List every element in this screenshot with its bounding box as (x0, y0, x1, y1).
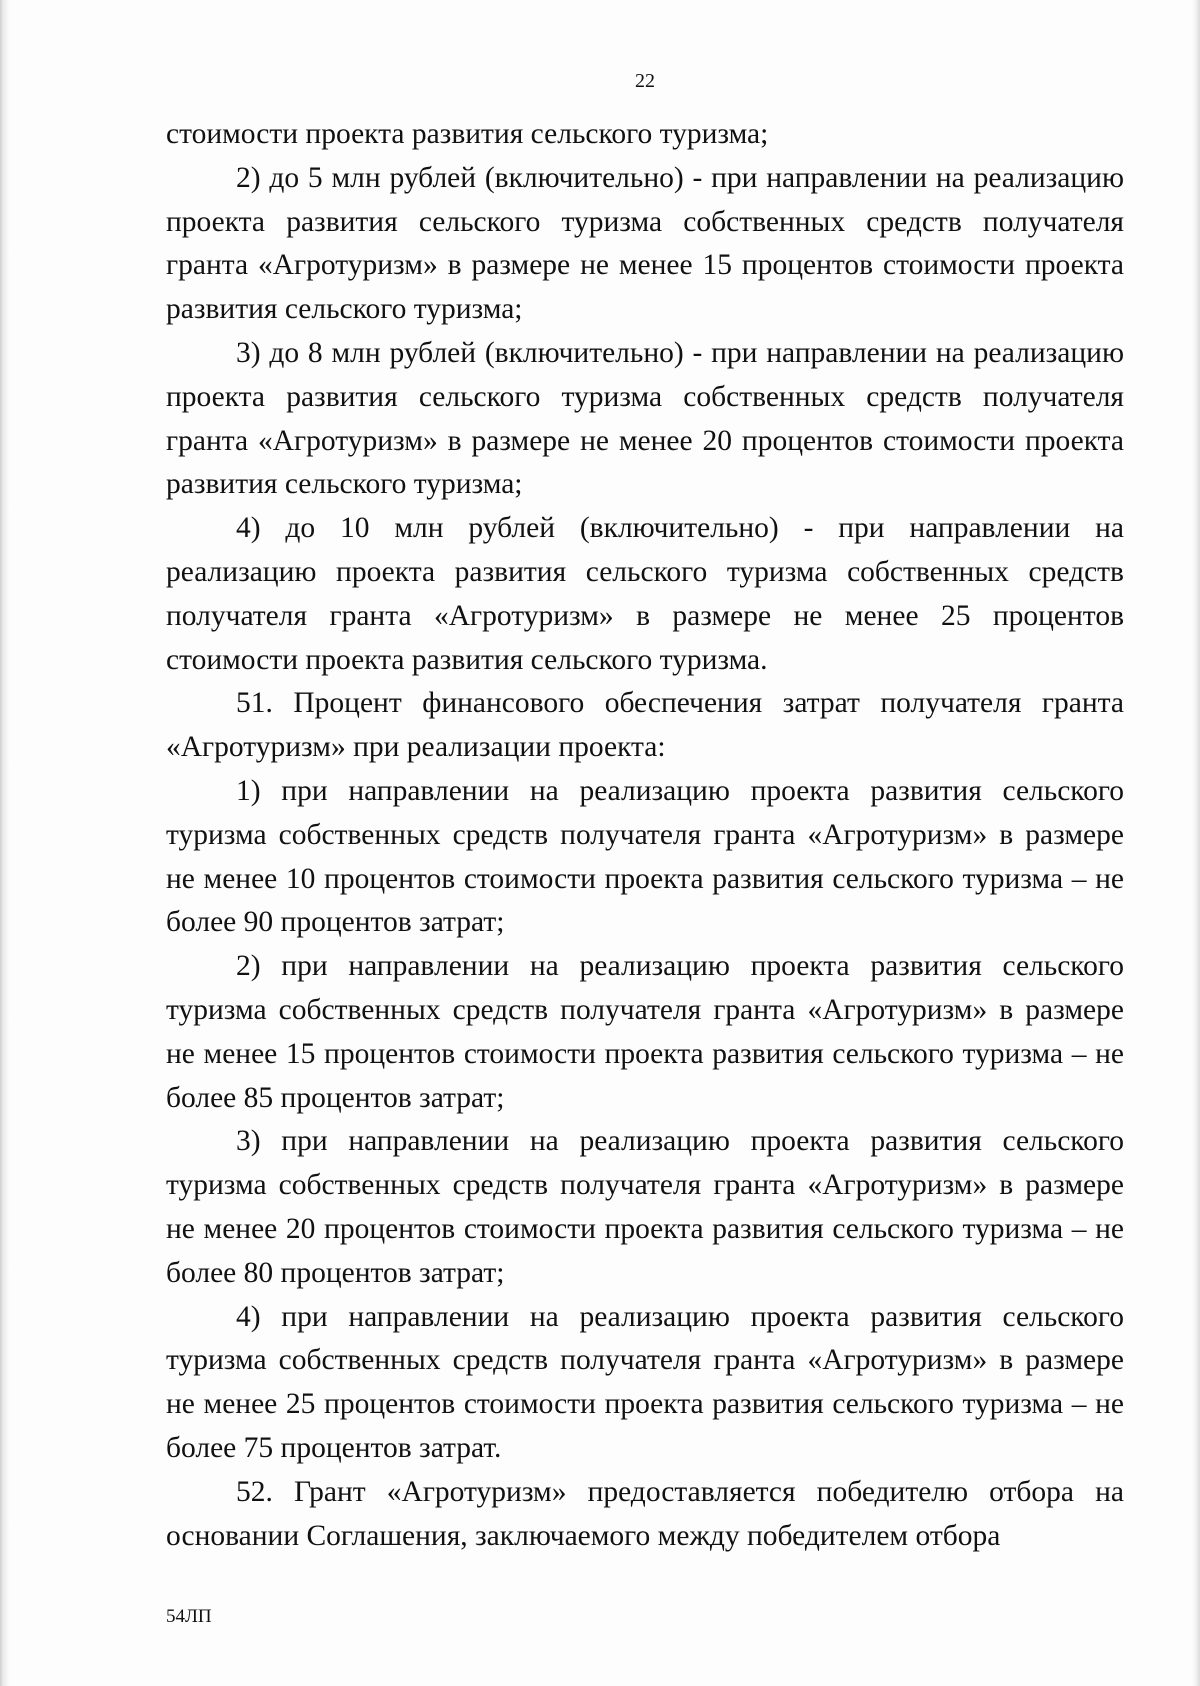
scan-edge-right (1192, 0, 1200, 1686)
paragraph-item-1-cost-share: 1) при направлении на реализацию проекта развития сельского туризма собственных средств получателя гранта «Агротуризм» в размере не менее 10 процентов стоимости проекта развития сельского туризма – не более 90 процентов затрат; (166, 774, 1124, 939)
paragraph-continuation: стоимости проекта развития сельского туризма; (166, 118, 769, 150)
paragraph-item-4-grant-limit: 4) до 10 млн рублей (включительно) - при направлении на реализацию проекта развития сельского туризма собственных средств получателя гранта «Агротуризм» в размере не менее 25 процентов стоимости проекта развития сельского туризма. (166, 512, 1124, 676)
paragraph-item-2-cost-share: 2) при направлении на реализацию проекта развития сельского туризма собственных средств получателя гранта «Агротуризм» в размере не менее 15 процентов стоимости проекта развития сельского туризма – не более 85 процентов затрат; (166, 950, 1124, 1114)
document-body (166, 113, 1124, 1558)
paragraph-clause-51: 51. Процент финансового обеспечения затрат получателя гранта «Агротуризм» при реализации проекта: (166, 687, 1124, 764)
footer-document-code: 54ЛП (166, 1606, 212, 1627)
paragraph-clause-52: 52. Грант «Агротуризм» предоставляется победителю отбора на основании Соглашения, заключаемого между победителем отбора (166, 1475, 1124, 1552)
page-number: 22 (635, 70, 655, 92)
paragraph-item-3-grant-limit: 3) до 8 млн рублей (включительно) - при направлении на реализацию проекта развития сельского туризма собственных средств получателя гранта «Агротуризм» в размере не менее 20 процентов стоимости проекта развития сельского туризма; (166, 336, 1124, 501)
scan-edge-left (0, 0, 10, 1686)
paragraph-item-2-grant-limit: 2) до 5 млн рублей (включительно) - при направлении на реализацию проекта развития сельского туризма собственных средств получателя гранта «Агротуризм» в размере не менее 15 процентов стоимости проекта развития сельского туризма; (166, 161, 1124, 326)
paragraph-item-3-cost-share: 3) при направлении на реализацию проекта развития сельского туризма собственных средств получателя гранта «Агротуризм» в размере не менее 20 процентов стоимости проекта развития сельского туризма – не более 80 процентов затрат; (166, 1125, 1124, 1289)
paragraph-item-4-cost-share: 4) при направлении на реализацию проекта развития сельского туризма собственных средств получателя гранта «Агротуризм» в размере не менее 25 процентов стоимости проекта развития сельского туризма – не более 75 процентов затрат. (166, 1300, 1124, 1464)
